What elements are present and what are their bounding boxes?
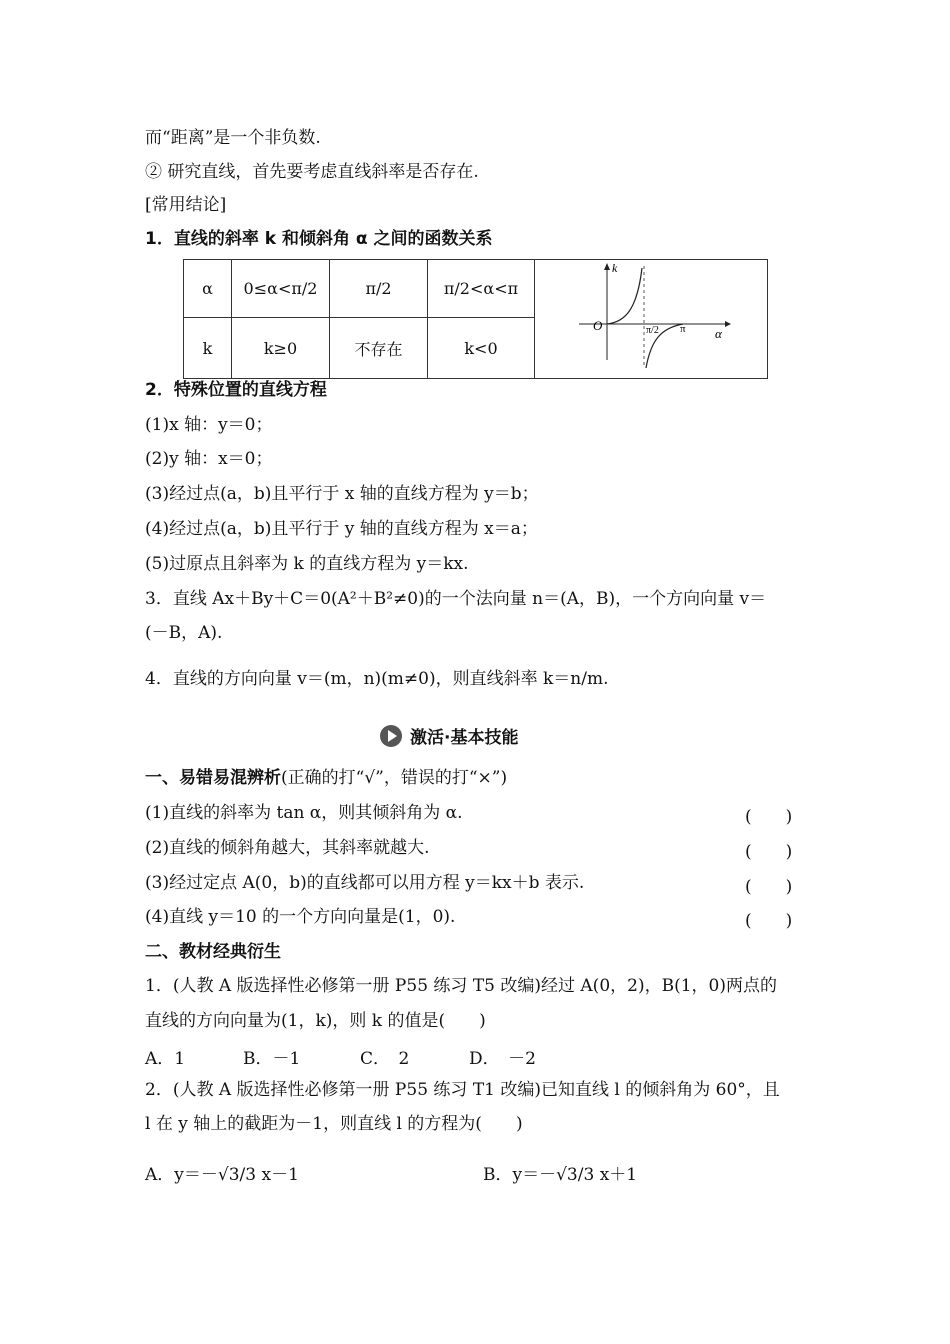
row1-cell1: 0≤α<π/2: [232, 260, 330, 318]
item1-title: 1．直线的斜率 k 和倾斜角 α 之间的函数关系: [145, 229, 493, 249]
q1-option-c[interactable]: C． 2: [360, 1049, 410, 1069]
row2-label: k: [184, 318, 232, 379]
row2-cell3: k<0: [428, 318, 535, 379]
intro-line-1: 而“距离”是一个非负数.: [145, 128, 321, 148]
common-conclusions-heading: [常用结论]: [145, 195, 227, 215]
q1-line-2: 直线的方向向量为(1，k)，则 k 的值是( ): [145, 1011, 486, 1031]
section1-title: 一、易错易混辨析: [145, 768, 281, 788]
item4-line: 4．直线的方向向量 v＝(m，n)(m≠0)，则直线斜率 k＝n/m.: [145, 669, 609, 689]
section1-heading: [145, 767, 507, 789]
play-icon: [380, 725, 402, 747]
tan-graph: [535, 260, 767, 374]
x-axis-arrow: [725, 321, 731, 327]
item3-line-2: (－B，A).: [145, 623, 223, 643]
answer-paren-1[interactable]: ( ): [745, 807, 793, 827]
item2-line-5: (5)过原点且斜率为 k 的直线方程为 y＝kx.: [145, 554, 469, 574]
answer-paren-4[interactable]: ( ): [745, 911, 793, 931]
slope-angle-table: [183, 259, 768, 379]
origin-label: O: [593, 318, 603, 333]
half-pi-label: π/2: [646, 325, 659, 336]
section2-title: 二、教材经典衍生: [145, 942, 281, 962]
item3-line-1: 3．直线 Ax＋By＋C＝0(A²＋B²≠0)的一个法向量 n＝(A，B)，一个方向向量 v＝: [145, 589, 767, 609]
row1-cell3: π/2<α<π: [428, 260, 535, 318]
item2-line-2: (2)y 轴：x＝0；: [145, 449, 273, 469]
q1-option-b[interactable]: B．－1: [243, 1049, 301, 1069]
q2-line-2: l 在 y 轴上的截距为－1，则直线 l 的方程为( ): [145, 1114, 523, 1134]
judge-item-4: (4)直线 y＝10 的一个方向向量是(1，0).: [145, 907, 456, 927]
item2-line-1: (1)x 轴：y＝0；: [145, 415, 273, 435]
intro-line-2: ② 研究直线，首先要考虑直线斜率是否存在.: [145, 162, 479, 182]
judge-item-1: (1)直线的斜率为 tan α，则其倾斜角为 α.: [145, 803, 463, 823]
q1-line-1: 1．(人教 A 版选择性必修第一册 P55 练习 T5 改编)经过 A(0，2)，B(1，0)两点的: [145, 976, 777, 996]
q2-line-1: 2．(人教 A 版选择性必修第一册 P55 练习 T1 改编)已知直线 l 的倾斜角为 60°，且: [145, 1080, 780, 1100]
banner-title: 激活·基本技能: [410, 728, 519, 748]
item2-title: 2．特殊位置的直线方程: [145, 380, 327, 400]
x-axis-label: α: [715, 326, 722, 341]
answer-paren-3[interactable]: ( ): [745, 877, 793, 897]
q1-option-a[interactable]: A．1: [145, 1049, 186, 1069]
section-banner: [380, 723, 518, 748]
section1-note: (正确的打“√”，错误的打“×”): [281, 768, 508, 788]
q2-option-a[interactable]: A．y＝－√3/3 x－1: [145, 1165, 299, 1185]
curve-left-branch: [607, 268, 642, 324]
row1-cell2: π/2: [330, 260, 428, 318]
row2-cell2: 不存在: [330, 318, 428, 379]
q1-option-d[interactable]: D． －2: [469, 1049, 536, 1069]
y-axis-arrow: [604, 263, 610, 270]
row2-cell1: k≥0: [232, 318, 330, 379]
judge-item-2: (2)直线的倾斜角越大，其斜率就越大.: [145, 838, 430, 858]
item2-line-3: (3)经过点(a，b)且平行于 x 轴的直线方程为 y＝b；: [145, 484, 539, 504]
q2-option-b[interactable]: B．y＝－√3/3 x＋1: [483, 1165, 638, 1185]
y-axis-label: k: [612, 261, 618, 275]
item2-line-4: (4)经过点(a，b)且平行于 y 轴的直线方程为 x＝a；: [145, 519, 538, 539]
row1-label: α: [184, 260, 232, 318]
judge-item-3: (3)经过定点 A(0，b)的直线都可以用方程 y＝kx＋b 表示.: [145, 873, 585, 893]
tan-graph-cell: [535, 260, 768, 379]
pi-label: π: [680, 323, 686, 335]
answer-paren-2[interactable]: ( ): [745, 842, 793, 862]
